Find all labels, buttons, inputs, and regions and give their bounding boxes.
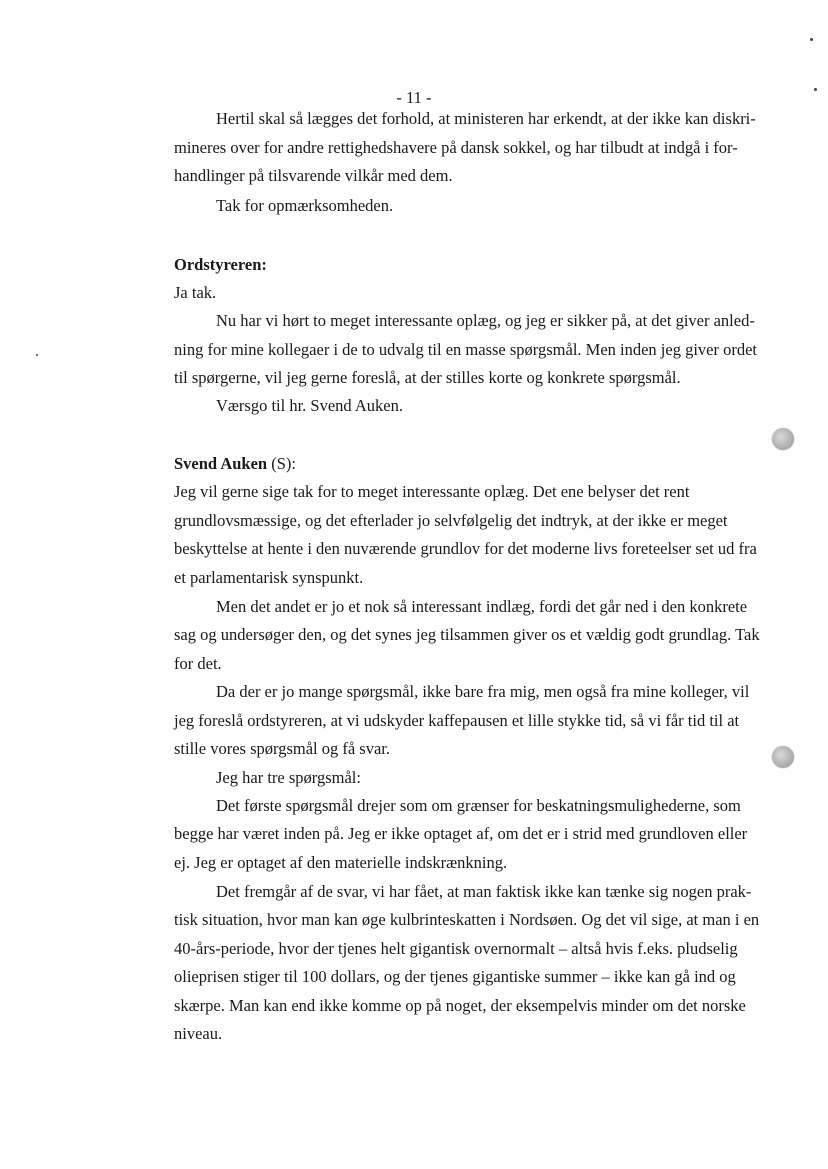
punch-hole-icon xyxy=(772,428,794,450)
speaker-party: (S): xyxy=(267,454,296,473)
text-line: mineres over for andre rettighedshavere på dansk sokkel, og har tilbudt at indgå i for- xyxy=(174,138,738,157)
text-line: 40-års-periode, hvor der tjenes helt gigantisk overnormalt – altså hvis f.eks. pludselig xyxy=(174,939,738,958)
text-line: ning for mine kollegaer i de to udvalg til en masse spørgsmål. Men inden jeg giver ordet xyxy=(174,340,758,359)
text-line: jeg foreslå ordstyreren, at vi udskyder kaffepausen et lille stykke tid, så vi får tid til at xyxy=(174,711,740,730)
text-line: til spørgerne, vil jeg gerne foreslå, at der stilles korte og konkrete spørgsmål. xyxy=(174,368,681,387)
text-line: grundlovsmæssige, og det efterlader jo selvfølgelig det indtryk, at der ikke er meget xyxy=(174,511,728,530)
text-line: sag og undersøger den, og det synes jeg tilsammen giver os et vældig godt grundlag. Tak xyxy=(174,625,760,644)
speaker-name: Svend Auken xyxy=(174,454,268,473)
speaker-heading: Ordstyreren: xyxy=(174,255,267,274)
scan-speck xyxy=(36,354,38,356)
text-line: niveau. xyxy=(174,1024,223,1043)
text-line: et parlamentarisk synspunkt. xyxy=(174,568,364,587)
text-line: Værsgo til hr. Svend Auken. xyxy=(216,396,404,415)
text-line: Hertil skal så lægges det forhold, at ministeren har erkendt, at der ikke kan diskri- xyxy=(216,109,756,128)
text-line: olieprisen stiger til 100 dollars, og der tjenes gigantiske summer – ikke kan gå ind og xyxy=(174,967,736,986)
speaker-heading-line xyxy=(174,454,296,474)
scan-speck xyxy=(814,88,817,91)
text-line: beskyttelse at hente i den nuværende grundlov for det moderne livs foreteelser set ud fra xyxy=(174,539,757,558)
text-line: Jeg vil gerne sige tak for to meget interessante oplæg. Det ene belyser det rent xyxy=(174,482,690,501)
text-line: ej. Jeg er optaget af den materielle indskrænkning. xyxy=(174,853,508,872)
text-line: tisk situation, hvor man kan øge kulbrinteskatten i Nordsøen. Og det vil sige, at man i en xyxy=(174,910,760,929)
text-line: Tak for opmærksomheden. xyxy=(216,196,394,215)
text-line: for det. xyxy=(174,654,222,673)
text-line: handlinger på tilsvarende vilkår med dem. xyxy=(174,166,453,185)
text-line: skærpe. Man kan end ikke komme op på noget, der eksempelvis minder om det norske xyxy=(174,996,746,1015)
text-line: Men det andet er jo et nok så interessant indlæg, fordi det går ned i den konkrete xyxy=(216,597,748,616)
text-line: Nu har vi hørt to meget interessante oplæg, og jeg er sikker på, at det giver anled- xyxy=(216,311,755,330)
text-line: Ja tak. xyxy=(174,283,217,302)
text-line: Det fremgår af de svar, vi har fået, at man faktisk ikke kan tænke sig nogen prak- xyxy=(216,882,752,901)
text-line: begge har været inden på. Jeg er ikke optaget af, om det er i strid med grundloven eller xyxy=(174,824,748,843)
page-number: - 11 - xyxy=(396,88,432,107)
text-line: stille vores spørgsmål og få svar. xyxy=(174,739,390,758)
text-line: Jeg har tre spørgsmål: xyxy=(216,768,361,787)
scan-speck xyxy=(810,38,813,41)
punch-hole-icon xyxy=(772,746,794,768)
text-line: Da der er jo mange spørgsmål, ikke bare fra mig, men også fra mine kolleger, vil xyxy=(216,682,750,701)
text-line: Det første spørgsmål drejer som om grænser for beskatningsmulighederne, som xyxy=(216,796,741,815)
